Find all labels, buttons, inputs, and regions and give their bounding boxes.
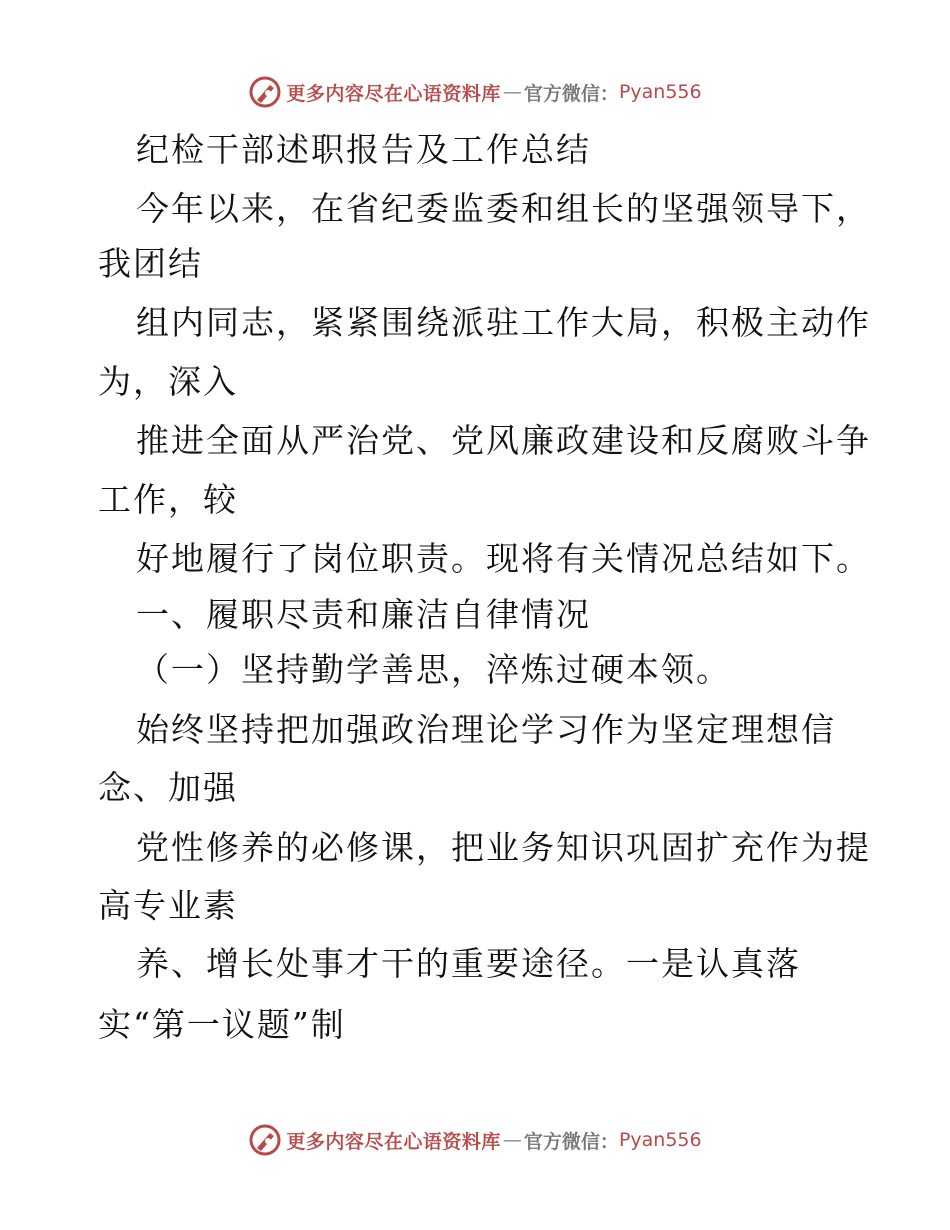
paragraph-line: 党性修养的必修课，把业务知识巩固扩充作为提	[136, 828, 871, 867]
banner-wechat-id: Pyan556	[618, 1129, 702, 1151]
pen-logo-icon	[248, 75, 282, 109]
paragraph-line: 养、增长处事才干的重要途径。一是认真落	[136, 944, 801, 983]
subsection-heading: （一）坚持勤学善思，淬炼过硬本领。	[136, 650, 731, 689]
paragraph-line: 推进全面从严治党、党风廉政建设和反腐败斗争	[136, 421, 871, 460]
paragraph-line: 今年以来，在省纪委监委和组长的坚强领导下，	[136, 189, 871, 228]
document-title: 纪检干部述职报告及工作总结	[136, 130, 591, 169]
paragraph-line: 为，深入	[98, 362, 238, 401]
paragraph-line: 始终坚持把加强政治理论学习作为坚定理想信	[136, 710, 836, 749]
banner-wechat-label: 官方微信：	[523, 82, 619, 105]
pen-logo-icon	[248, 1123, 282, 1157]
paragraph-line: 高专业素	[98, 886, 238, 925]
banner-dash: —	[502, 1129, 522, 1151]
banner-wechat-id: Pyan556	[618, 81, 702, 103]
footer-banner	[0, 1118, 950, 1162]
paragraph-line: 念、加强	[98, 768, 238, 807]
paragraph-line: 实“第一议题”制	[98, 1005, 346, 1044]
paragraph-line: 我团结	[98, 244, 203, 283]
header-banner	[0, 70, 950, 114]
banner-dash: —	[502, 81, 522, 103]
paragraph-line: 组内同志，紧紧围绕派驻工作大局，积极主动作	[136, 303, 871, 342]
banner-site-text: 更多内容尽在心语资料库	[286, 82, 501, 105]
paragraph-line: 好地履行了岗位职责。现将有关情况总结如下。	[136, 539, 871, 578]
banner-wechat-label: 官方微信：	[523, 1130, 619, 1153]
paragraph-line: 工作，较	[98, 480, 238, 519]
banner-site-text: 更多内容尽在心语资料库	[286, 1130, 501, 1153]
section-heading: 一、履职尽责和廉洁自律情况	[136, 595, 591, 634]
